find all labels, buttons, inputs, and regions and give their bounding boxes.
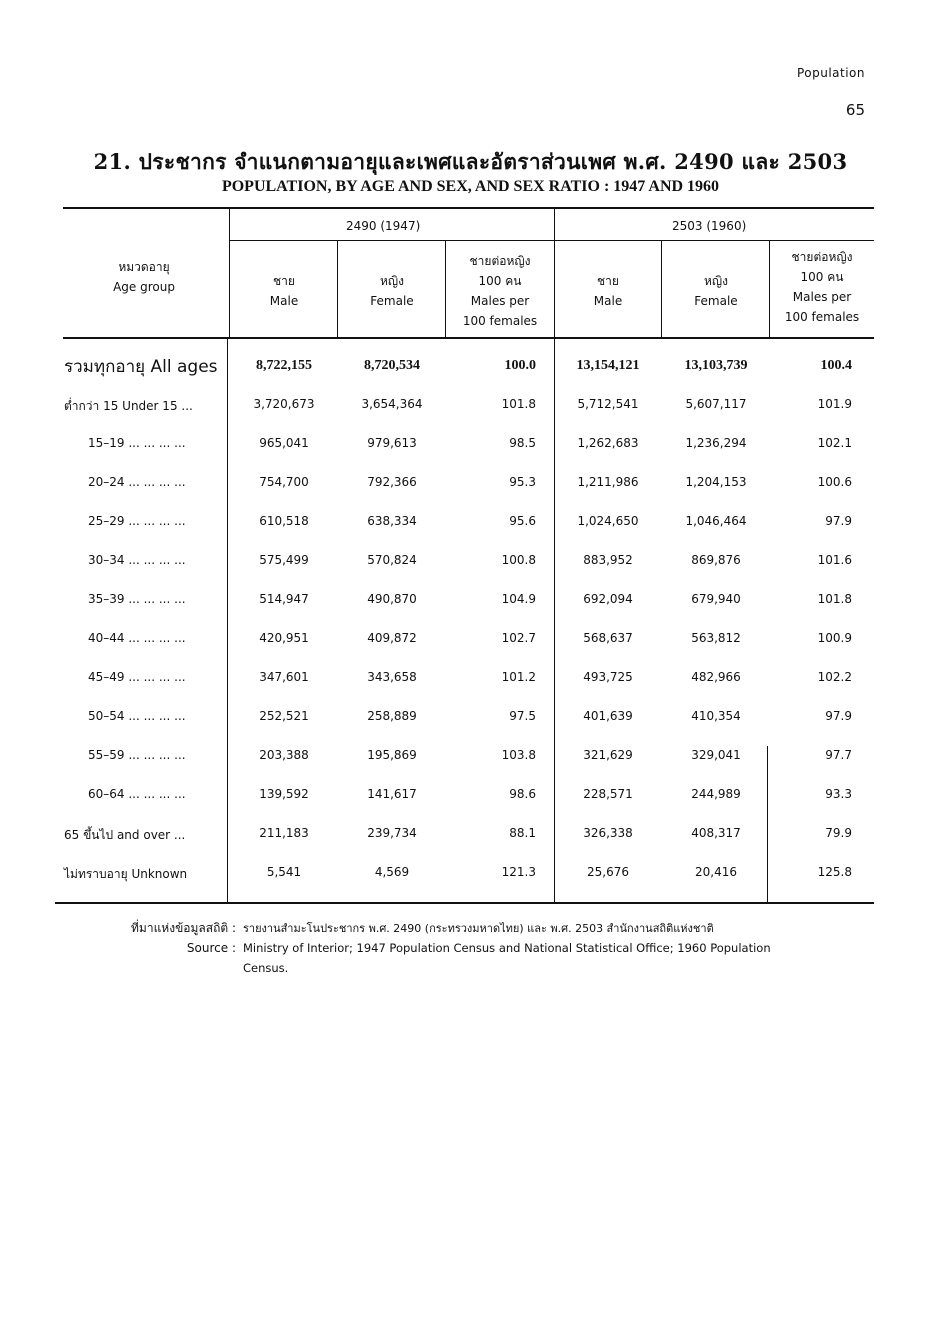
female-1947: 239,734	[367, 826, 417, 840]
female-1947: 409,872	[367, 631, 417, 645]
sex-ratio-1947: 95.3	[509, 475, 536, 489]
sex-ratio-1960: 97.7	[825, 748, 852, 762]
sex-ratio-1960: 101.8	[817, 592, 852, 606]
male-1960: 13,154,121	[576, 358, 640, 373]
table-top-rule	[63, 207, 874, 209]
female-1960: 13,103,739	[684, 358, 748, 373]
male-1947: 610,518	[259, 514, 309, 528]
female-1947: 570,824	[367, 553, 417, 567]
sex-ratio-header-en2: 100 females	[784, 310, 860, 324]
row-label: 60–64 ... ... ... ...	[88, 787, 186, 801]
table-row	[0, 436, 941, 456]
female-1960: 329,041	[691, 748, 741, 762]
male-1947: 965,041	[259, 436, 309, 450]
female-header-th: หญิง	[380, 274, 404, 288]
female-1960: 410,354	[691, 709, 741, 723]
sex-ratio-1960: 97.9	[825, 709, 852, 723]
table-row	[0, 553, 941, 573]
sex-ratio-1960: 125.8	[817, 865, 852, 879]
table-row	[0, 865, 941, 885]
sex-ratio-1960: 100.6	[817, 475, 852, 489]
sex-ratio-1947: 97.5	[509, 709, 536, 723]
male-1960: 321,629	[583, 748, 633, 762]
sex-ratio-1947: 104.9	[501, 592, 536, 606]
female-header-1960	[662, 271, 770, 311]
female-1947: 792,366	[367, 475, 417, 489]
source-label-english: Source :	[186, 941, 236, 955]
sex-ratio-1947: 95.6	[509, 514, 536, 528]
row-label: 40–44 ... ... ... ...	[88, 631, 186, 645]
male-1947: 5,541	[266, 865, 302, 879]
year-1960-header: 2503 (1960)	[672, 219, 747, 233]
sex-ratio-1960: 102.2	[817, 670, 852, 684]
female-1947: 343,658	[367, 670, 417, 684]
row-label: 30–34 ... ... ... ...	[88, 553, 186, 567]
running-head: Population	[796, 66, 865, 80]
row-label: 35–39 ... ... ... ...	[88, 592, 186, 606]
female-header-en: Female	[370, 294, 414, 308]
sex-ratio-1960: 101.6	[817, 553, 852, 567]
source-label-thai: ที่มาแห่งข้อมูลสถิติ :	[131, 921, 236, 935]
sex-ratio-1960: 97.9	[825, 514, 852, 528]
male-1947: 139,592	[259, 787, 309, 801]
male-1960: 1,211,986	[577, 475, 639, 489]
female-1960: 244,989	[691, 787, 741, 801]
sex-ratio-1947: 103.8	[501, 748, 536, 762]
sex-ratio-1960: 100.9	[817, 631, 852, 645]
table-row	[0, 826, 941, 846]
table-row	[0, 748, 941, 768]
column-divider	[227, 339, 228, 902]
male-1960: 692,094	[583, 592, 633, 606]
sex-ratio-header-1960	[772, 247, 872, 327]
table-title-english: POPULATION, BY AGE AND SEX, AND SEX RATIO : 1947 AND 1960	[221, 178, 720, 195]
page-number: 65	[845, 101, 865, 119]
female-header-en: Female	[694, 294, 738, 308]
sex-ratio-1947: 121.3	[501, 865, 536, 879]
male-1947: 514,947	[259, 592, 309, 606]
table-row	[0, 631, 941, 651]
male-header-1960	[556, 271, 660, 311]
sex-ratio-1947: 101.8	[501, 397, 536, 411]
sex-ratio-1960: 101.9	[817, 397, 852, 411]
sex-ratio-header-en1: Males per	[470, 294, 530, 308]
row-label: 55–59 ... ... ... ...	[88, 748, 186, 762]
male-1960: 883,952	[583, 553, 633, 567]
male-header-en: Male	[269, 294, 299, 308]
sex-ratio-1947: 101.2	[501, 670, 536, 684]
male-1960: 228,571	[583, 787, 633, 801]
female-1960: 1,046,464	[685, 514, 747, 528]
male-1947: 3,720,673	[253, 397, 315, 411]
table-row	[0, 514, 941, 534]
male-1960: 25,676	[587, 865, 629, 879]
sex-ratio-header-en2: 100 females	[462, 314, 538, 328]
sex-ratio-1960: 100.4	[820, 358, 852, 373]
male-1947: 347,601	[259, 670, 309, 684]
sex-ratio-header-1947	[448, 251, 552, 331]
male-1947: 203,388	[259, 748, 309, 762]
female-1947: 490,870	[367, 592, 417, 606]
row-label: รวมทุกอายุ All ages	[64, 357, 218, 377]
female-1947: 3,654,364	[361, 397, 423, 411]
male-1960: 326,338	[583, 826, 633, 840]
source-text-thai: รายงานสำมะโนประชากร พ.ศ. 2490 (กระทรวงมหาดไทย) และ พ.ศ. 2503 สำนักงานสถิติแห่งชาติ	[243, 922, 714, 935]
male-1947: 754,700	[259, 475, 309, 489]
sex-ratio-1960: 79.9	[825, 826, 852, 840]
female-1947: 8,720,534	[364, 358, 420, 373]
male-1947: 211,183	[259, 826, 309, 840]
table-row	[0, 397, 941, 417]
table-bottom-rule	[55, 902, 874, 904]
sex-ratio-1960: 93.3	[825, 787, 852, 801]
female-1947: 4,569	[374, 865, 410, 879]
female-1960: 408,317	[691, 826, 741, 840]
age-group-header-en: Age group	[113, 280, 175, 294]
male-1947: 420,951	[259, 631, 309, 645]
row-label: 45–49 ... ... ... ...	[88, 670, 186, 684]
year-span-rule	[230, 240, 874, 241]
female-header-1947	[338, 271, 446, 311]
row-label: 65 ขึ้นไป and over ...	[64, 828, 186, 842]
sex-ratio-1947: 88.1	[509, 826, 536, 840]
header-bottom-rule	[63, 337, 874, 339]
female-1947: 195,869	[367, 748, 417, 762]
sex-ratio-1947: 98.5	[509, 436, 536, 450]
table-row	[0, 787, 941, 807]
male-1960: 1,024,650	[577, 514, 639, 528]
source-text-english-line2: Census.	[243, 961, 289, 975]
sex-ratio-1947: 98.6	[509, 787, 536, 801]
female-1960: 1,236,294	[685, 436, 747, 450]
female-1947: 141,617	[367, 787, 417, 801]
female-header-th: หญิง	[704, 274, 728, 288]
female-1960: 20,416	[695, 865, 737, 879]
sex-ratio-header-en1: Males per	[792, 290, 852, 304]
sex-ratio-1947: 100.8	[501, 553, 536, 567]
row-label: 25–29 ... ... ... ...	[88, 514, 186, 528]
table-row	[0, 670, 941, 690]
female-1960: 869,876	[691, 553, 741, 567]
table-row-all-ages	[0, 358, 941, 378]
female-1960: 563,812	[691, 631, 741, 645]
female-1960: 5,607,117	[685, 397, 747, 411]
female-1947: 638,334	[367, 514, 417, 528]
source-text-english-line1: Ministry of Interior; 1947 Population Census and National Statistical Office; 1960 Population	[243, 941, 771, 955]
male-1960: 568,637	[583, 631, 633, 645]
row-label: 50–54 ... ... ... ...	[88, 709, 186, 723]
male-1960: 5,712,541	[577, 397, 639, 411]
male-header-th: ชาย	[273, 274, 295, 288]
row-label: ไม่ทราบอายุ Unknown	[64, 867, 188, 881]
row-label: ต่ำกว่า 15 Under 15 ...	[64, 399, 193, 413]
female-1960: 1,204,153	[685, 475, 747, 489]
column-divider	[229, 209, 230, 337]
female-1947: 979,613	[367, 436, 417, 450]
table-row	[0, 709, 941, 729]
female-1947: 258,889	[367, 709, 417, 723]
male-1947: 575,499	[259, 553, 309, 567]
table-row	[0, 592, 941, 612]
male-header-th: ชาย	[597, 274, 619, 288]
table-row	[0, 475, 941, 495]
female-1960: 482,966	[691, 670, 741, 684]
sex-ratio-1947: 100.0	[504, 358, 536, 373]
sex-ratio-header-th1: ชายต่อหญิง	[469, 254, 531, 268]
age-group-header-th: หมวดอายุ	[118, 260, 170, 274]
male-header-1947	[232, 271, 336, 311]
male-1960: 1,262,683	[577, 436, 639, 450]
sex-ratio-header-th2: 100 คน	[800, 270, 844, 284]
year-1947-header: 2490 (1947)	[346, 219, 421, 233]
sex-ratio-header-th1: ชายต่อหญิง	[791, 250, 853, 264]
male-1960: 401,639	[583, 709, 633, 723]
male-1947: 252,521	[259, 709, 309, 723]
table-title-thai: 21. ประชากร จำแนกตามอายุและเพศและอัตราส่วนเพศ พ.ศ. 2490 และ 2503	[93, 149, 848, 174]
male-header-en: Male	[593, 294, 623, 308]
row-label: 20–24 ... ... ... ...	[88, 475, 186, 489]
sex-ratio-header-th2: 100 คน	[478, 274, 522, 288]
male-1947: 8,722,155	[256, 358, 312, 373]
sex-ratio-1960: 102.1	[817, 436, 852, 450]
age-group-header	[64, 257, 224, 297]
female-1960: 679,940	[691, 592, 741, 606]
male-1960: 493,725	[583, 670, 633, 684]
row-label: 15–19 ... ... ... ...	[88, 436, 186, 450]
sex-ratio-1947: 102.7	[501, 631, 536, 645]
